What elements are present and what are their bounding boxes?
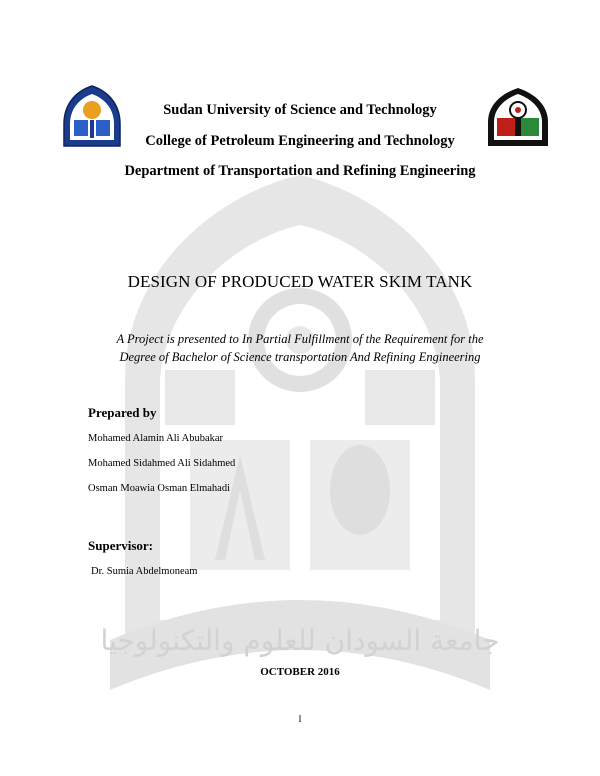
purpose-line-1: A Project is presented to In Partial Fulfillment of the Requirement for the <box>116 332 484 346</box>
author-name: Mohamed Sidahmed Ali Sidahmed <box>88 458 236 469</box>
purpose-statement <box>0 330 600 366</box>
submission-date: OCTOBER 2016 <box>260 666 340 678</box>
prepared-by-label: Prepared by <box>88 405 157 420</box>
supervisor-label: Supervisor: <box>88 538 153 553</box>
page-number: I <box>298 714 302 724</box>
purpose-line-2: Degree of Bachelor of Science transportation And Refining Engineering <box>119 350 481 364</box>
watermark-arabic-text: جامعة السودان للعلوم والتكنولوجيا <box>100 624 500 657</box>
supervisor-name: Dr. Sumia Abdelmoneam <box>91 566 198 577</box>
university-name: Sudan University of Science and Technology <box>163 102 437 118</box>
college-name: College of Petroleum Engineering and Technology <box>145 133 455 149</box>
author-name: Osman Moawia Osman Elmahadi <box>88 483 231 494</box>
author-name: Mohamed Alamin Ali Abubakar <box>88 433 224 444</box>
department-name: Department of Transportation and Refining Engineering <box>124 163 476 179</box>
project-title: DESIGN OF PRODUCED WATER SKIM TANK <box>127 272 473 291</box>
